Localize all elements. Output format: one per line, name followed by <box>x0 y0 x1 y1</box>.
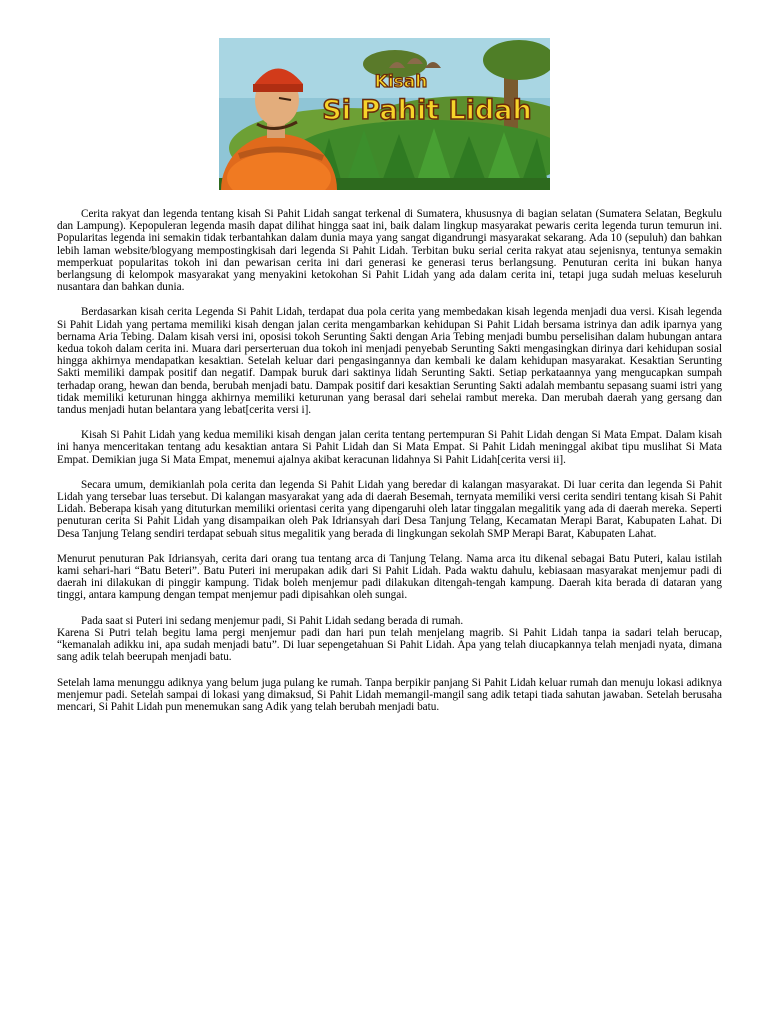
illustration-graphic <box>219 38 550 190</box>
paragraph-8: Setelah lama menunggu adiknya yang belum juga pulang ke rumah. Tanpa berpikir panjang Si Pahit Lidah keluar rumah dan menuju lokasi adiknya menjemur padi. Setelah sampai di lokasi yang dimaksud, Si Pahit Lidah memangil-mangil sang adik tetapi tiada sahutan jawaban. Setelah berusaha mencari, Si Pahit Lidah pun menemukan sang Adik yang telah berubah menjadi batu. <box>57 676 722 713</box>
paragraph-5: Menurut penuturan Pak Idriansyah, cerita dari orang tua tentang arca di Tanjung Telang. Nama arca itu dikenal sebagai Batu Puteri, kalau istilah kami sehari-hari “Batu Beteri”. Batu Puteri ini merupakan adik dari Si Pahit Lidah. Pada waktu dahulu, kebiasaan masyarakat menjemur padi di daerah ini dilakukan di pinggir kampung. Tidak boleh menjemur padi dilakukan ditengah-tengah kampung. Daerah kita berada di dataran yang tinggi, antara kampung dengan tempat menjemur padi dipisahkan oleh sungai. <box>57 552 722 602</box>
story-illustration <box>219 38 550 190</box>
paragraph-4: Secara umum, demikianlah pola cerita dan legenda Si Pahit Lidah yang beredar di kalangan masyarakat. Di luar cerita dan legenda Si Pahit Lidah yang tersebar luas tersebut. Di kalangan masyarakat yang ada di daerah Besemah, ternyata memiliki versi cerita sendiri tentang kisah Si Pahit Lidah. Beberapa kisah yang dituturkan memiliki orientasi cerita yang dipengaruhi oleh latar tinggalan megalitik yang ada di daerah mereka. Seperti penuturan cerita Si Pahit Lidah yang disampaikan oleh Pak Idriansyah dari Desa Tanjung Telang, Kecamatan Merapi Barat, Kabupaten Lahat. Di Desa Tanjung Telang sendiri terdapat sebuah situs megalitik yang berada di lingkungan sekolah SMP Merapi Barat, Kabupaten Lahat. <box>57 478 722 540</box>
title-line2-text: Si Pahit Lidah <box>322 95 532 126</box>
paragraph-1: Cerita rakyat dan legenda tentang kisah Si Pahit Lidah sangat terkenal di Sumatera, khususnya di bagian selatan (Sumatera Selatan, Begkulu dan Lampung). Kepopuleran legenda masih dapat dilihat hingga saat ini, baik dalam lingkup masyarakat pewaris cerita legenda turun temurun ini. Popularitas legenda ini semakin tidak terbantahkan dalam dunia maya yang sangat digandrungi masyarakat sekarang. Ada 10 (sepuluh) dan bahkan lebih laman website/blogyang mempostingkisah dari legenda Si Pahit Lidah. Terbitan buku serial cerita rakyat atau sejenisnya, tentunya semakin memperkuat popularitas tokoh ini dan pewarisan cerita ini dari generasi ke generasi terus berlangsung. Penuturan cerita ini bukan hanya berlangsung di kelompok masyarakat yang menyakini ketokohan Si Pahit Lidah yang ada dalam cerita ini, tetapi juga sudah meluas keseluruh nusantara dan bahkan dunia. <box>57 208 722 294</box>
paragraph-7: Karena Si Putri telah begitu lama pergi menjemur padi dan hari pun telah menjelang magrib. Si Pahit Lidah tanpa ia sadari telah berucap, “kemanalah adikku ini, apa sudah menjadi batu”. Di luar sepengetahuan Si Pahit Lidah. Apa yang telah diucapkannya telah menjadi nyata, dimana sang adik telah beerupah menjadi batu. <box>57 626 722 664</box>
article-body <box>57 208 722 726</box>
paragraph-3: Kisah Si Pahit Lidah yang kedua memiliki kisah dengan jalan cerita tentang pertempuran Si Pahit Lidah dengan Si Mata Empat. Dalam kisah ini hanya menceritakan tentang adu kesaktian antara Si Pahit Lidah dan Si Mata Empat. Si Pahit Lidah meninggal akibat tipu muslihat Si Mata Empat. Demikian juga Si Mata Empat, menemui ajalnya akibat keracunan lidahnya Si Pahit Lidah[cerita versi ii]. <box>57 429 722 466</box>
title-line1-text: Kisah <box>374 72 428 92</box>
paragraph-6: Pada saat si Puteri ini sedang menjemur padi, Si Pahit Lidah sedang berada di rumah. <box>81 614 464 627</box>
paragraph-2: Berdasarkan kisah cerita Legenda Si Pahit Lidah, terdapat dua pola cerita yang membedakan kisah legenda menjadi dua versi. Kisah legenda Si Pahit Lidah yang pertama memiliki kisah dengan jalan cerita mengambarkan kehidupan Si Pahit Lidah bersama istrinya dan adik iparnya yang bernama Aria Tebing. Dalam kisah versi ini, oposisi tokoh Serunting Sakti dengan Aria Tebing menjadi bumbu perselisihan dalam hubungan antara kedua tokoh dalam cerita ini. Muara dari perserteruan dua tokoh ini menjadi penyebab Serunting Sakti mengasingkan dirinya dari kehidupan sosial hingga akhirnya mendapatkan kesaktian. Setelah keluar dari pengasingannya dan kembali ke dalam kehidupan masyarakat. Kesaktian Serunting Sakti memiliki dampak positif dan negatif. Dampak buruk dari saktinya lidah Serunting Sakti. Setiap perkataannya yang mengucapkan sumpah terhadap orang, hewan dan benda, berubah menjadi batu. Dampak positif dari kesaktian Serunting Sakti adalah membantu sepasang suami istri yang tidak memiliki keturunan hingga akhirnya memiliki keturunan yang berasal dari sehelai rambut mereka. Dan merubah daerah yang gersang dan tandus menjadi hutan belantara yang lebat[cerita versi i]. <box>57 306 722 417</box>
